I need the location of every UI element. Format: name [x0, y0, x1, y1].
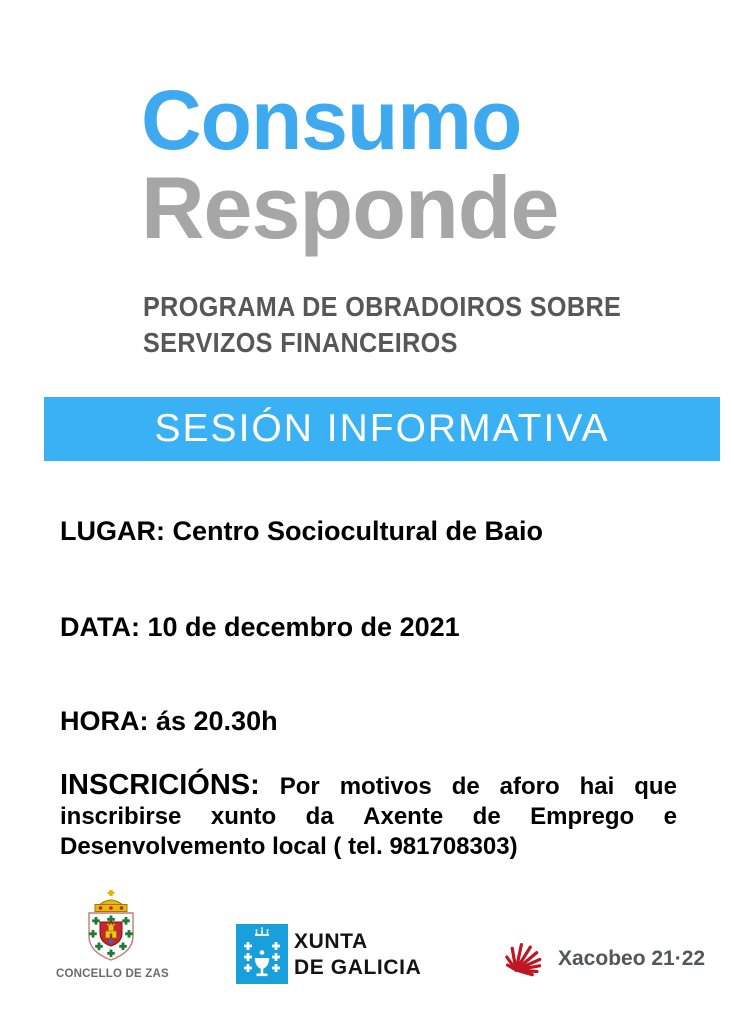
xunta-wordmark-line2: DE GALICIA	[294, 956, 422, 979]
xacobeo-shell-icon	[504, 936, 546, 980]
insc-word: Por	[279, 773, 320, 800]
program-subtitle-line1: PROGRAMA DE OBRADOIROS SOBRE	[143, 291, 622, 322]
crest-crown	[95, 890, 127, 912]
logo-title-consumo: Consumo	[141, 73, 522, 167]
program-subtitle	[143, 289, 621, 361]
insc-word: da	[305, 803, 334, 830]
program-subtitle-line2: SERVIZOS FINANCEIROS	[143, 327, 458, 358]
insc-word: aforo	[499, 773, 560, 800]
insc-word: de	[451, 773, 480, 800]
xunta-de-galicia-wordmark	[294, 929, 421, 981]
logo-title-responde: Responde	[141, 158, 559, 257]
detail-data: DATA: 10 de decembro de 2021	[60, 612, 460, 642]
insc-word: Emprego	[530, 803, 635, 830]
insc-word: inscribirse	[60, 803, 182, 830]
session-banner	[44, 397, 720, 461]
xunta-wordmark-line1: XUNTA	[294, 930, 368, 953]
insc-word: hai	[579, 773, 615, 800]
session-banner-label: SESIÓN INFORMATIVA	[154, 407, 610, 450]
insc-word: xunto	[210, 803, 277, 830]
detail-lugar: LUGAR: Centro Sociocultural de Baio	[60, 516, 544, 546]
concello-de-zas-crest-icon	[74, 889, 148, 965]
crest-shield	[89, 913, 133, 960]
inscriptions-line3: Desenvolvemento local ( tel. 981708303)	[60, 833, 518, 860]
insc-word: que	[634, 773, 677, 800]
xacobeo-wordmark: Xacobeo 21·22	[558, 947, 706, 970]
detail-hora: HORA: ás 20.30h	[60, 706, 278, 736]
inscriptions-line2	[60, 802, 677, 832]
insc-word: e	[663, 803, 677, 830]
insc-word: motivos	[339, 773, 432, 800]
inscriptions-label: INSCRICIÓNS:	[60, 769, 260, 801]
inscriptions-line1	[60, 770, 677, 802]
insc-word: de	[472, 803, 501, 830]
insc-word: Axente	[363, 803, 444, 830]
inscriptions-paragraph	[60, 770, 677, 862]
xunta-de-galicia-emblem-icon	[236, 924, 288, 984]
concello-de-zas-caption: CONCELLO DE ZAS	[56, 968, 169, 980]
